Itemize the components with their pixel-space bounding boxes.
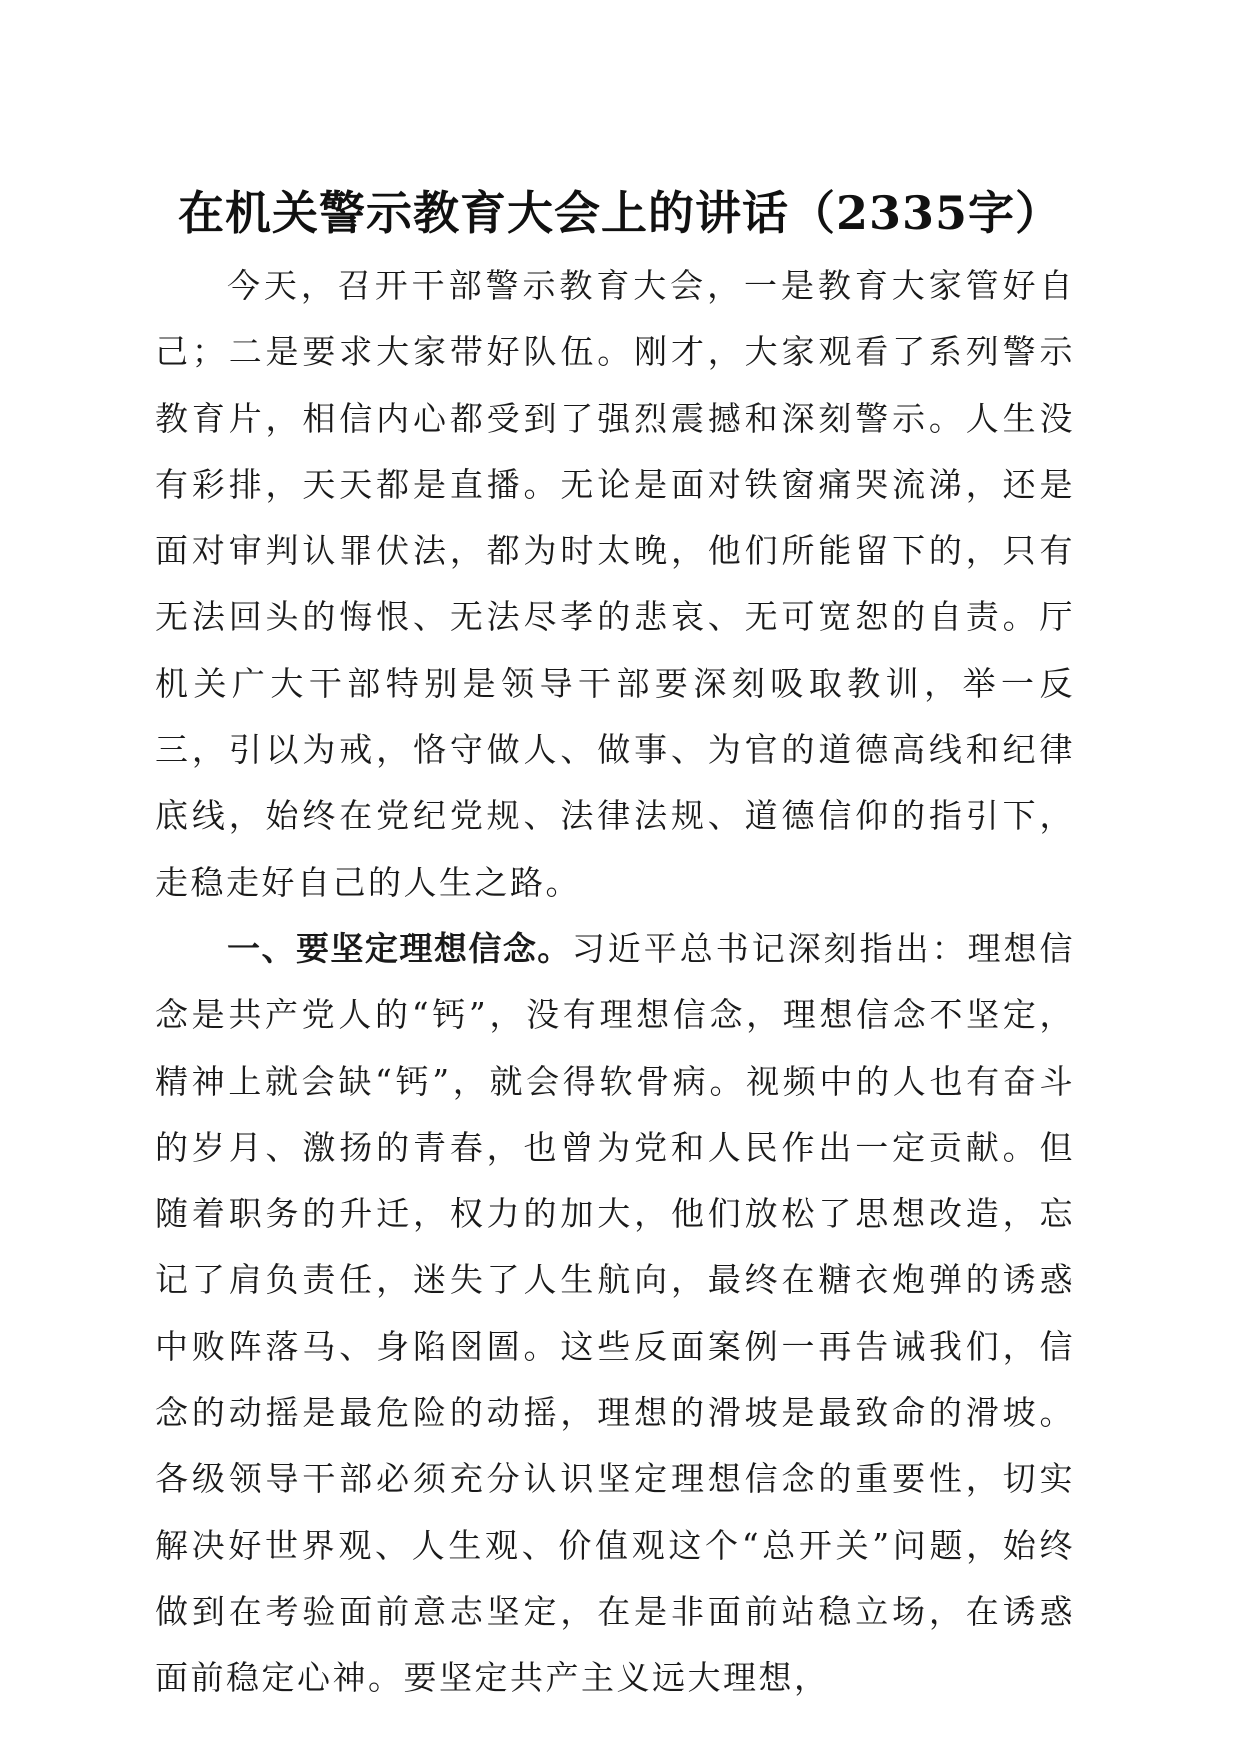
section-paragraph-text: 习近平总书记深刻指出：理想信念是共产党人的“钙”，没有理想信念，理想信念不坚定，精神上就会缺“钙”，就会得软骨病。视频中的人也有奋斗的岁月、激扬的青春，也曾为党和人民作出一定贡献。但随着职务的升迁，权力的加大，他们放松了思想改造，忘记了肩负责任，迷失了人生航向，最终在糖衣炮弹的诱惑中败阵落马、身陷囹圄。这些反面案例一再告诫我们，信念的动摇是最危险的动摇，理想的滑坡是最致命的滑坡。各级领导干部必须充分认识坚定理想信念的重要性，切实解决好世界观、人生观、价值观这个“总开关”问题，始终做到在考验面前意志坚定，在是非面前站稳立场，在诱惑面前稳定心神。要坚定共产主义远大理想， <box>155 928 1076 1698</box>
section-paragraph <box>155 916 1075 1712</box>
section-heading: 一、要坚定理想信念。 <box>227 928 572 968</box>
document-title: 在机关警示教育大会上的讲话（2335字） <box>177 186 1063 240</box>
document-body <box>155 253 1075 1712</box>
intro-paragraph <box>155 253 1075 916</box>
intro-paragraph-text: 今天，召开干部警示教育大会，一是教育大家管好自己；二是要求大家带好队伍。刚才，大家观看了系列警示教育片，相信内心都受到了强烈震撼和深刻警示。人生没有彩排，天天都是直播。无论是面对铁窗痛哭流涕，还是面对审判认罪伏法，都为时太晚，他们所能留下的，只有无法回头的悔恨、无法尽孝的悲哀、无可宽恕的自责。厅机关广大干部特别是领导干部要深刻吸取教训，举一反三，引以为戒，恪守做人、做事、为官的道德高线和纪律底线，始终在党纪党规、法律法规、道德信仰的指引下，走稳走好自己的人生之路。 <box>155 266 1075 902</box>
